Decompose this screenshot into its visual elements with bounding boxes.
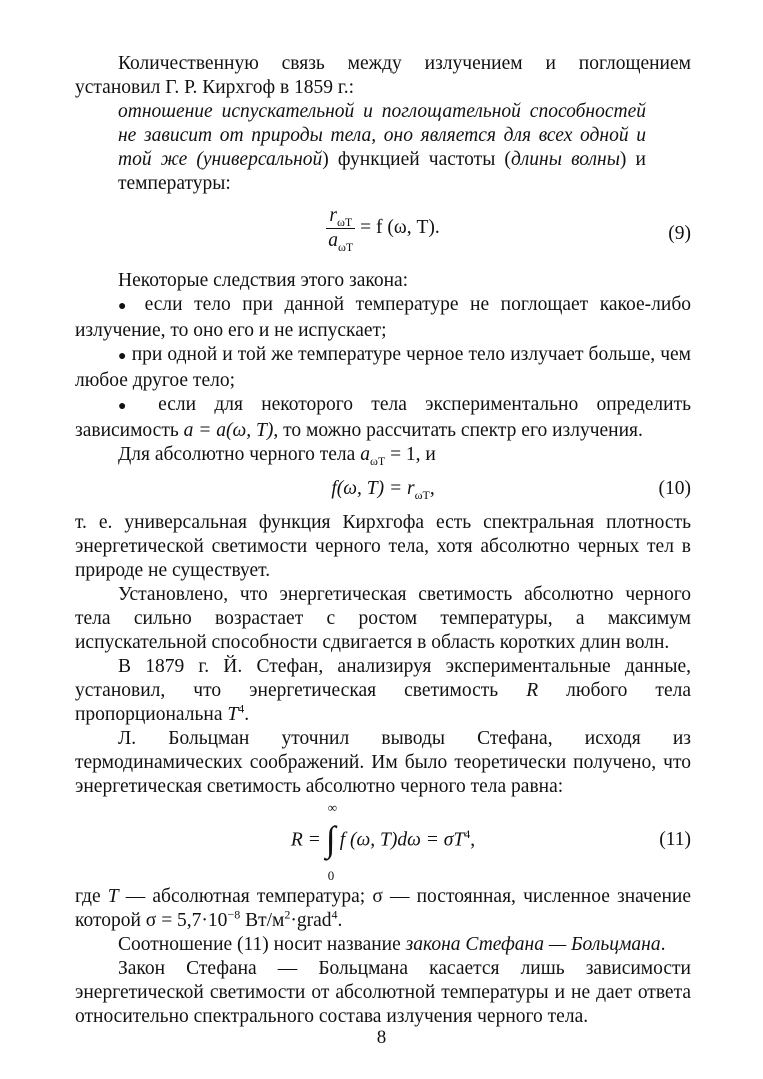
paragraph-kirchhoff: Количественную связь между излучением и поглощением установил Г. Р. Кирхгоф в 1859 г.:: [75, 53, 691, 98]
bullet-formula: a = a(ω, T): [183, 420, 274, 441]
page-body: [75, 52, 691, 1029]
bullet-item-3: ● если для некоторого тела экспериментально определить зависимость a = a(ω, T), то можно рассчитать спектр его излучения.: [75, 394, 691, 441]
bullet-icon: ●: [118, 349, 127, 364]
quote-line-c: ) и температуры: [118, 149, 646, 194]
equation-11-body: R = ∫ ∞ 0 f (ω, $T)d\omega = \sigma T^4$,: [290, 800, 476, 883]
equation-10: [75, 477, 691, 501]
bullet-icon: ●: [118, 299, 134, 314]
equation-9-body: [75, 204, 691, 253]
equation-10-body: f(ω, $T) = r_{\omega T}$,: [331, 478, 435, 502]
paragraph-established: Установлено, что энергетическая светимость абсолютно черного тела сильно возрастает с ростом температуры, а максимум испускательной способности сдвигается в область коротких длин волн.: [75, 584, 691, 653]
paragraph-law: Закон Стефана — Больцмана касается лишь зависимости энергетической светимости от абсолютной температуры и не дает ответа относительно спектрального состава излучения черного тела.: [75, 958, 691, 1027]
quote-colon: :: [225, 173, 231, 194]
integral-sign: ∫ ∞ 0: [325, 800, 337, 883]
equation-9: [75, 204, 691, 266]
quote-word-length: длины волны: [510, 149, 620, 170]
equation-9-rhs: = f (ω, T).: [360, 216, 440, 238]
equation-11-number: (11): [659, 829, 691, 850]
bullet-item-1: [75, 293, 691, 343]
paragraph-relation: Соотношение (11) носит название закона Стефана — Больцмана.: [118, 934, 666, 955]
fraction-denominator: $a_{\omega T}$: [328, 230, 354, 254]
equation-9-number: (9): [668, 223, 691, 244]
quote-line-b: ) функцией частоты (: [322, 149, 511, 170]
quote-line-a: отношение испускательной и поглощательной способностей не зависит от природы тела, оно является для всех одной и той же (: [118, 101, 646, 170]
equation-10-number: (10): [658, 478, 691, 499]
bullet-text: при одной и той же температуре черное тело излучает больше, чем любое другое тело;: [75, 344, 692, 391]
bullet-item-2: [75, 343, 691, 393]
law-name: закона Стефана — Больцмана: [405, 934, 661, 955]
consequences-title: Некоторые следствия этого закона:: [118, 270, 409, 291]
page-number: 8: [376, 1027, 387, 1048]
paragraph-boltzmann: Л. Больцман уточнил выводы Стефана, исходя из термодинамических соображений. Им было теоретически получено, что энергетическая светимость абсолютно черного тела равна:: [75, 728, 691, 797]
paragraph-universal-function: т. е. универсальная функция Кирхгофа есть спектральная плотность энергетической светимости черного тела, хотя абсолютно черных тел в природе не существует.: [75, 512, 691, 581]
equation-11: [75, 801, 691, 883]
paragraph-where: где T — абсолютная температура; σ — постоянная, численное значение которой $\sigma = 5,7\cdot 10^{-8}$ $Вт/м^2\cdot grad^4$.: [75, 886, 692, 931]
quote-word-universal: универсальной: [202, 149, 323, 170]
equation-9-fraction: [326, 204, 355, 253]
blackbody-line: Для абсолютно черного тела $a_{\omega T} = 1$, и: [118, 444, 436, 468]
kirchhoff-law-quote: [75, 100, 691, 196]
bullet-icon: ●: [118, 399, 140, 414]
bullet-text: если тело при данной температуре не поглощает какое-либо излучение, то оно его и не испускает;: [75, 294, 691, 341]
paragraph-stefan: В 1879 г. Й. Стефан, анализируя экспериментальные данные, установил, что энергетическая светимость R любого тела пропорциональна $T^4$.: [75, 656, 691, 725]
fraction-numerator: $r_{\omega T}$: [326, 204, 355, 229]
